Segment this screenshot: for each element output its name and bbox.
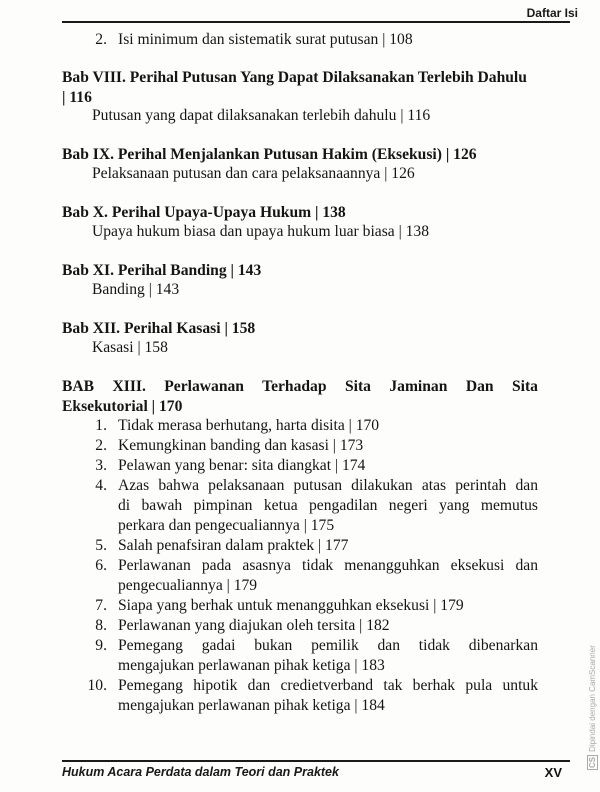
item-number: 2. xyxy=(95,437,107,454)
chapter-8-page: | 116 xyxy=(62,89,92,106)
title-word: Sita xyxy=(344,378,371,395)
chapter-11-subentry: Banding | 143 xyxy=(92,281,180,298)
title-word: Sita xyxy=(511,378,538,395)
item-text: perkara dan pengecualiannya | 175 xyxy=(118,517,335,534)
chapter-13-title xyxy=(62,377,538,397)
item-text: Kemungkinan banding dan kasasi | 173 xyxy=(118,437,364,454)
item-text: pengecualiannya | 179 xyxy=(118,577,258,594)
item-number: 7. xyxy=(95,597,107,614)
item-text: Pelawan yang benar: sita diangkat | 174 xyxy=(118,457,366,474)
item-number: 1. xyxy=(95,417,107,434)
title-word: Perlawanan xyxy=(164,378,244,395)
chapter-8-subentry: Putusan yang dapat dilaksanakan terlebih dahulu | 116 xyxy=(92,107,431,124)
chapter-10-subentry: Upaya hukum biasa dan upaya hukum luar biasa | 138 xyxy=(92,223,430,240)
footer-rule xyxy=(62,760,570,762)
item-text: Tidak merasa berhutang, harta disita | 170 xyxy=(118,417,380,434)
camscanner-logo-icon: CS xyxy=(588,756,597,768)
item-number: 5. xyxy=(95,537,107,554)
item-number: 4. xyxy=(95,477,107,494)
item-text: mengajukan perlawanan pihak ketiga | 183 xyxy=(118,657,385,674)
chapter-12-title: Bab XII. Perihal Kasasi | 158 xyxy=(62,320,256,337)
item-number: 8. xyxy=(95,617,107,634)
chapter-11-title: Bab XI. Perihal Banding | 143 xyxy=(62,262,262,279)
chapter-8-title: Bab VIII. Perihal Putusan Yang Dapat Dilaksanakan Terlebih Dahulu xyxy=(62,69,527,86)
chapter-9-title: Bab IX. Perihal Menjalankan Putusan Hakim (Eksekusi) | 126 xyxy=(62,146,477,163)
item-text: Siapa yang berhak untuk menangguhkan eksekusi | 179 xyxy=(118,597,464,614)
running-header-title: Daftar Isi xyxy=(526,6,578,20)
chapter-9-subentry: Pelaksanaan putusan dan cara pelaksanaannya | 126 xyxy=(92,165,415,182)
page-number: XV xyxy=(544,765,562,780)
title-word: Jaminan xyxy=(389,378,448,395)
scanner-watermark xyxy=(587,645,598,770)
title-word: XIII. xyxy=(112,378,146,395)
title-word: Dan xyxy=(465,378,494,395)
footer-book-title: Hukum Acara Perdata dalam Teori dan Praktek xyxy=(62,765,339,779)
chapter-10-title: Bab X. Perihal Upaya-Upaya Hukum | 138 xyxy=(62,204,346,221)
watermark-text: Dipindai dengan CamScanner xyxy=(588,645,597,752)
item-number: 10. xyxy=(87,677,107,694)
item-text: Salah penafsiran dalam praktek | 177 xyxy=(118,537,349,554)
item-text: Perlawanan pada asasnya tidak menangguhkan eksekusi dan xyxy=(118,557,538,574)
item-text: Isi minimum dan sistematik surat putusan | 108 xyxy=(118,31,413,48)
item-text: di bawah pimpinan ketua pengadilan negeri yang memutus xyxy=(118,497,538,514)
title-word: BAB xyxy=(62,378,95,395)
item-number: 2. xyxy=(95,31,107,48)
item-text: Azas bahwa pelaksanaan putusan dilakukan atas perintah dan xyxy=(118,477,538,494)
title-word: Terhadap xyxy=(262,378,327,395)
item-number: 9. xyxy=(95,637,107,654)
item-text: Perlawanan yang diajukan oleh tersita | 182 xyxy=(118,617,390,634)
item-text: mengajukan perlawanan pihak ketiga | 184 xyxy=(118,697,385,714)
item-text: Pemegang gadai bukan pemilik dan tidak dibenarkan xyxy=(118,637,538,654)
item-number: 3. xyxy=(95,457,107,474)
item-text: Pemegang hipotik dan credietverband tak berhak pula untuk xyxy=(118,677,538,694)
item-number: 6. xyxy=(95,557,107,574)
chapter-12-subentry: Kasasi | 158 xyxy=(92,339,168,356)
chapter-13-title-cont: Eksekutorial | 170 xyxy=(62,398,183,415)
